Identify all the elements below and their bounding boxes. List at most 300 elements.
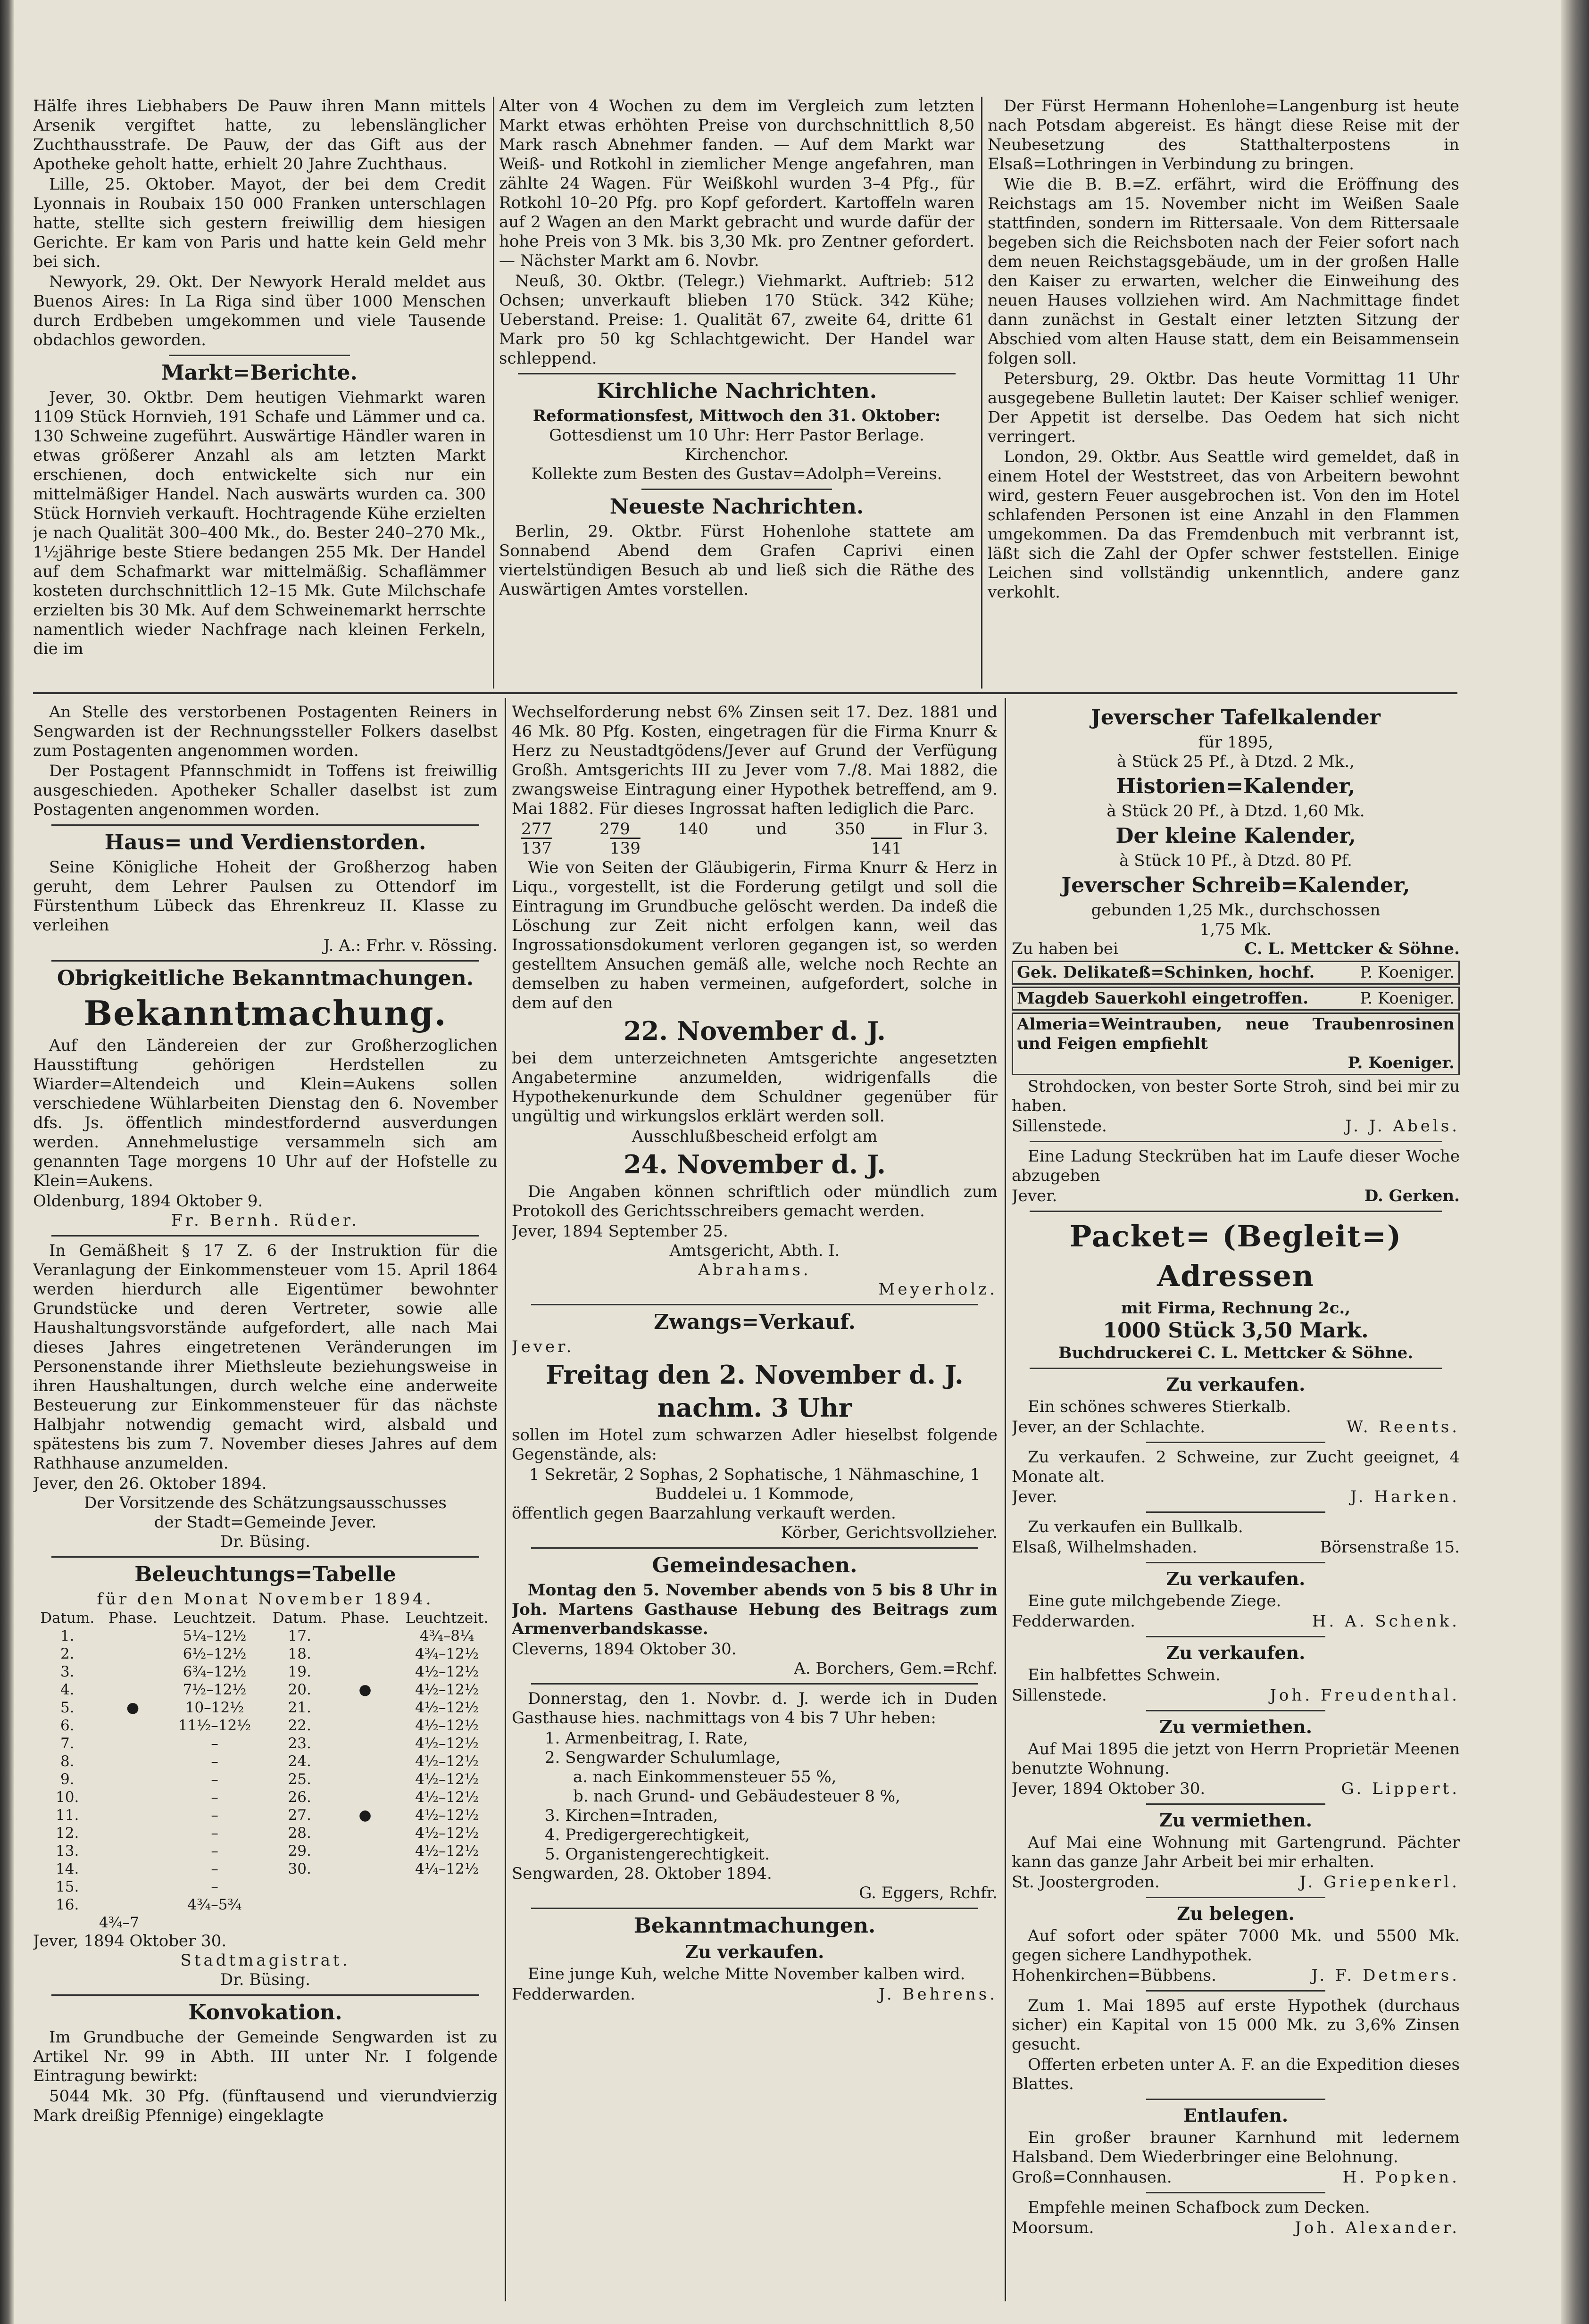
table-cell: ● bbox=[358, 1681, 372, 1698]
table-cell: 24. bbox=[288, 1753, 311, 1770]
list-item: b. nach Grund- und Gebäudesteuer 8 %, bbox=[573, 1787, 900, 1806]
table-cell: 23. bbox=[288, 1735, 311, 1752]
date-heading: 22. November d. J. bbox=[624, 1016, 886, 1046]
parcel-subnumber: 137 bbox=[521, 839, 552, 858]
section-heading: Obrigkeitliche Bekanntmachungen. bbox=[57, 966, 474, 990]
notice-line: für 1895, bbox=[1198, 733, 1273, 752]
notice-bekanntmachung: Auf den Ländereien der zur Großherzoglichen Hausstiftung gehörigen Herdstellen zu Wiarder=Altendeich und Klein=Aukens sollen verschiedene Wühlarbeiten Dienstag den 6. November dfs. Js. öffentlich mindestfordernd ausverdungen werden. Annehmelustige versammeln sich am genannten Tage morgens 10 Uhr auf der Hofstelle zu Klein=Aukens. bbox=[33, 1036, 498, 1190]
table-cell bbox=[334, 1645, 396, 1663]
table-cell: 7. bbox=[60, 1735, 75, 1752]
table-cell: – bbox=[211, 1807, 218, 1824]
parcel-subnumbers bbox=[512, 839, 998, 858]
signature: J. J. Abels. bbox=[1345, 1117, 1460, 1136]
table-cell bbox=[334, 1878, 396, 1896]
notice-date: Oldenburg, 1894 Oktober 9. bbox=[33, 1192, 263, 1211]
table-row bbox=[33, 1699, 498, 1717]
table-header-cell: Datum. bbox=[40, 1610, 95, 1627]
notice-date: Cleverns, 1894 Oktober 30. bbox=[512, 1640, 737, 1659]
list-item: 2. Sengwarder Schulumlage, bbox=[545, 1748, 781, 1767]
parcel-numbers bbox=[512, 820, 998, 839]
signature: Joh. Alexander. bbox=[1295, 2218, 1460, 2237]
separator bbox=[1146, 2192, 1325, 2193]
table-cell bbox=[101, 1752, 164, 1770]
bekanntmachung-heading: Bekanntmachung. bbox=[83, 993, 447, 1033]
signature: Meyerholz. bbox=[878, 1280, 998, 1299]
lower-column-3 bbox=[1012, 703, 1460, 2306]
table-cell: 4½–12½ bbox=[415, 1735, 479, 1752]
column-rule bbox=[981, 97, 982, 689]
table-row bbox=[33, 1770, 498, 1788]
notice-line: öffentlich gegen Baarzahlung verkauft werden. bbox=[512, 1504, 896, 1523]
notice-date: Sengwarden, 28. Oktober 1894. bbox=[512, 1864, 772, 1883]
separator bbox=[1146, 1442, 1325, 1443]
table-cell: 4½–12½ bbox=[415, 1717, 479, 1734]
table-cell: – bbox=[211, 1753, 218, 1770]
signature: W. Reents. bbox=[1346, 1418, 1460, 1436]
table-row bbox=[33, 1735, 498, 1752]
table-cell: 20. bbox=[288, 1681, 311, 1698]
table-cell bbox=[334, 1896, 396, 1914]
table-cell: 4½–12½ bbox=[415, 1681, 479, 1698]
table-header-cell: Phase. bbox=[341, 1610, 390, 1627]
table-subtitle: für den Monat November 1894. bbox=[97, 1590, 434, 1609]
separator bbox=[51, 1235, 479, 1237]
table-header-cell: Datum. bbox=[272, 1610, 327, 1627]
table-cell: 22. bbox=[288, 1717, 311, 1734]
article-markt: Jever, 30. Oktbr. Dem heutigen Viehmarkt waren 1109 Stück Hornvieh, 191 Schafe und Lämmer und ca. 130 Schweine zugeführt. Auswärtige Händler waren in etwas größerer Anzahl als am letzten Markt erschienen, doch entwickelte sich nur ein mittelmäßiger Handel. Nach auswärts wurden ca. 300 Stück Hornvieh verkauft. Hochtragende Kühe erzielten je nach Qualität 300–400 Mk., do. Bester 240–270 Mk., 1½jährige beste Stiere bedangen 255 Mk. Der Handel auf dem Schafmarkt war mittelmäßig. Schaflämmer kosteten durchschnittlich 12–15 Mk. Gute Milchschafe erzielten bis 30 Mk. Auf dem Schweinemarkt herrschte namentlich wieder Nachfrage nach kleinen Ferkeln, die im bbox=[33, 388, 486, 658]
table-cell: 4¾–12½ bbox=[415, 1645, 479, 1662]
lower-column-2 bbox=[512, 703, 998, 2306]
table-cell bbox=[101, 1806, 164, 1824]
signature: D. Gerken. bbox=[1364, 1187, 1460, 1205]
separator bbox=[1146, 1636, 1325, 1637]
parcel-number: 350 bbox=[834, 820, 865, 838]
table-row bbox=[33, 1806, 498, 1824]
table-cell: 4½–12½ bbox=[415, 1771, 479, 1788]
upper-column-3 bbox=[988, 97, 1459, 689]
signature: Körber, Gerichtsvollzieher. bbox=[781, 1523, 998, 1542]
table-cell bbox=[101, 1878, 164, 1896]
table-cell: – bbox=[211, 1860, 218, 1877]
article-lille: Lille, 25. Oktober. Mayot, der bei dem Credit Lyonnais in Roubaix 150 000 Franken unterschlagen hatte, stellte sich gestern freiwillig dem hiesigen Gerichte. Er kam von Paris und hatte kein Geld mehr bei sich. bbox=[33, 175, 486, 271]
notice-place: Moorsum. bbox=[1012, 2218, 1094, 2237]
signature: J. Behrens. bbox=[878, 1985, 998, 2004]
table-cell bbox=[101, 1824, 164, 1842]
advert-text: Eine gute milchgebende Ziege. bbox=[1028, 1592, 1281, 1610]
table-cell: 4½–12½ bbox=[415, 1699, 479, 1716]
calendar-heading: Historien=Kalender, bbox=[1116, 774, 1356, 798]
table-cell bbox=[101, 1663, 164, 1681]
table-cell bbox=[334, 1752, 396, 1770]
table-cell bbox=[265, 1878, 333, 1896]
separator bbox=[1146, 1990, 1325, 1992]
signature: Dr. Büsing. bbox=[220, 1532, 311, 1551]
table-cell: 10–12½ bbox=[185, 1699, 244, 1716]
separator bbox=[51, 960, 479, 962]
notice-post: An Stelle des verstorbenen Postagenten Reiners in Sengwarden ist der Rechnungssteller Folkers daselbst zum Postagenten angenommen worden. bbox=[33, 703, 498, 760]
table-cell bbox=[334, 1788, 396, 1806]
advert-text: Magdeb Sauerkohl eingetroffen. bbox=[1017, 989, 1309, 1008]
signature: Fr. Bernh. Rüder. bbox=[171, 1211, 360, 1230]
table-row bbox=[33, 1645, 498, 1663]
notice-place: Fedderwarden. bbox=[512, 1985, 635, 2004]
article-london: London, 29. Oktbr. Aus Seattle wird gemeldet, daß in einem Hotel der Weststreet, das von Arbeitern bewohnt wird, gestern Feuer ausgebrochen ist. Von den im Hotel schlafenden Personen ist eine Anzahl in den Flammen umgekommen. Da das Fremdenbuch mit verbrannt ist, läßt sich die Zahl der Opfer schwer feststellen. Einige Leichen sind vollständig unkenntlich, andere ganz verkohlt. bbox=[988, 448, 1459, 602]
article-paragraph: Alter von 4 Wochen zu dem im Vergleich zum letzten Markt etwas erhöhten Preise von durchschnittlich 8,50 Mark rasch Abnehmer fanden. — Auf dem Markt war Weiß- und Rotkohl in ziemlicher Menge angefahren, man zählte 24 Wagen. Für Weißkohl wurden 3–4 Pfg., für Rotkohl 10–20 Pfg. pro Kopf gefordert. Kartoffeln waren auf 2 Wagen an den Markt gebracht und wurde dafür der hohe Preis von 3 Mk. bis 3,30 Mk. pro Zentner gefordert. — Nächster Markt am 6. Novbr. bbox=[499, 97, 974, 270]
page-edge bbox=[1561, 0, 1589, 2324]
advert-text: Auf sofort oder später 7000 Mk. und 5500 Mk. gegen sichere Landhypothek. bbox=[1012, 1926, 1460, 1965]
separator bbox=[531, 1683, 978, 1685]
sub-heading: Zu verkaufen. bbox=[1166, 1374, 1306, 1395]
advert-text: Almeria=Weintrauben, neue Traubenrosinen und Feigen empfiehlt bbox=[1017, 1015, 1455, 1053]
table-cell: 6. bbox=[60, 1717, 75, 1734]
table-cell: 16. bbox=[56, 1896, 79, 1913]
table-row bbox=[33, 1681, 498, 1699]
table-row bbox=[33, 1788, 498, 1806]
table-cell bbox=[101, 1681, 164, 1699]
notice-place: Groß=Connhausen. bbox=[1012, 2168, 1172, 2187]
separator bbox=[1146, 2099, 1325, 2100]
advert-text: Zu verkaufen ein Bullkalb. bbox=[1028, 1518, 1243, 1536]
advert-text: Empfehle meinen Schafbock zum Decken. bbox=[1028, 2198, 1370, 2217]
notice-line: Kollekte zum Besten des Gustav=Adolph=Vereins. bbox=[531, 465, 942, 483]
article-berlin: Berlin, 29. Oktbr. Fürst Hohenlohe stattete am Sonnabend Abend dem Grafen Caprivi einen viertelstündigen Besuch ab und ließ sich die Räthe des Auswärtigen Amtes vorstellen. bbox=[499, 522, 974, 599]
notice-place: Elsaß, Wilhelmshaden. bbox=[1012, 1538, 1198, 1557]
table-cell bbox=[334, 1663, 396, 1681]
separator bbox=[531, 1908, 978, 1909]
separator bbox=[1146, 1897, 1325, 1898]
notice-place: Sillenstede. bbox=[1012, 1117, 1107, 1136]
table-cell: 19. bbox=[288, 1663, 311, 1680]
signature: Joh. Freudenthal. bbox=[1270, 1686, 1460, 1705]
table-cell bbox=[334, 1842, 396, 1860]
signature: J. Griepenkerl. bbox=[1299, 1873, 1460, 1892]
separator bbox=[1146, 1803, 1325, 1805]
table-cell: 6¾–12½ bbox=[183, 1663, 247, 1680]
sub-heading: Zu verkaufen. bbox=[1166, 1568, 1306, 1589]
signature: G. Lippert. bbox=[1341, 1779, 1460, 1798]
parcel-subnumber: 139 bbox=[609, 839, 641, 858]
signature: H. A. Schenk. bbox=[1312, 1612, 1460, 1631]
notice-line: à Stück 25 Pf., à Dtzd. 2 Mk., bbox=[1117, 752, 1355, 771]
table-cell: 11½–12½ bbox=[178, 1717, 251, 1734]
date-heading: Freitag den 2. November d. J. bbox=[546, 1360, 964, 1390]
table-cell: ● bbox=[126, 1699, 140, 1716]
notice-steuer: In Gemäßheit § 17 Z. 6 der Instruktion für die Veranlagung der Einkommensteuer vom 15. April 1864 werden hierdurch alle Eigentümer bewohnter Grundstücke und deren Vertreter, sowie alle Haushaltungsvorstände aufgefordert, alle nach Mai dieses Jahres eingetretenen Veränderungen im Personenstande ihrer Miethsleute beziehungsweise in ihren Haushaltungen, durch welche eine anderweite Besteuerung zur Einkommensteuer für das nächste Halbjahr notwendig gemacht wird, alsbald und spätestens bis zum 7. November dieses Jahres auf dem Rathhause anzumelden. bbox=[33, 1241, 498, 1473]
sub-heading: Zu belegen. bbox=[1177, 1903, 1295, 1924]
notice-place: St. Joostergroden. bbox=[1012, 1873, 1160, 1892]
notice-donnerstag: Donnerstag, den 1. Novbr. d. J. werde ich in Duden Gasthause hies. nachmittags von 4 bis 7 Uhr heben: bbox=[512, 1689, 998, 1727]
notice-kuh: Eine junge Kuh, welche Mitte November kalben wird. bbox=[528, 1965, 965, 1984]
signature: J. Harken. bbox=[1350, 1487, 1460, 1506]
separator bbox=[169, 355, 350, 356]
separator bbox=[1030, 1368, 1442, 1369]
table-cell: 29. bbox=[288, 1843, 311, 1859]
table-cell: 25. bbox=[288, 1771, 311, 1788]
parcel-subnumber bbox=[960, 839, 988, 858]
table-cell bbox=[334, 1627, 396, 1645]
table-cell: 13. bbox=[56, 1843, 79, 1859]
table-cell: 5. bbox=[60, 1699, 75, 1716]
notice-date: Jever, 1894 Oktober 30. bbox=[33, 1932, 227, 1950]
advert-box bbox=[1012, 987, 1460, 1011]
separator bbox=[1146, 1710, 1325, 1711]
separator bbox=[531, 1547, 978, 1549]
separator bbox=[518, 373, 955, 374]
notice-place: Jever. bbox=[1012, 1487, 1057, 1506]
table-cell bbox=[101, 1896, 164, 1914]
sub-heading: Entlaufen. bbox=[1183, 2105, 1289, 2126]
table-header-cell: Leuchtzeit. bbox=[173, 1610, 256, 1627]
list-item: 4. Predigergerechtigkeit, bbox=[545, 1826, 750, 1844]
table-cell: 1. bbox=[60, 1627, 75, 1644]
separator bbox=[1146, 1562, 1325, 1563]
notice-date: Jever, den 26. Oktober 1894. bbox=[33, 1474, 267, 1493]
signature: A. Borchers, Gem.=Rchf. bbox=[794, 1659, 998, 1678]
notice-zwang: sollen im Hotel zum schwarzen Adler hieselbst folgende Gegenstände, als: bbox=[512, 1426, 998, 1464]
parcel-number: und bbox=[756, 820, 787, 838]
table-cell: 4½–12½ bbox=[415, 1825, 479, 1842]
advert-box bbox=[1012, 961, 1460, 985]
table-extra-row: 4¾–7 bbox=[99, 1914, 139, 1931]
table-row bbox=[33, 1663, 498, 1681]
signature: Stadtmagistrat. bbox=[180, 1951, 350, 1970]
advert-steck: Eine Ladung Steckrüben hat im Laufe dieser Woche abzugeben bbox=[1012, 1147, 1460, 1185]
article-paragraph: Hälfe ihres Liebhabers De Pauw ihren Mann mittels Arsenik vergiftet hatte, zu lebenslänglicher Zuchthausstrafe. De Pauw, der das Gift aus der Apotheke geholt hatte, erhielt 20 Jahre Zuchthaus. bbox=[33, 97, 486, 174]
signature: G. Eggers, Rchfr. bbox=[859, 1884, 998, 1902]
table-cell: 3. bbox=[60, 1663, 75, 1680]
signature: Abrahams. bbox=[698, 1261, 811, 1279]
advert-text: Zu verkaufen. 2 Schweine, zur Zucht geeignet, 4 Monate alt. bbox=[1012, 1448, 1460, 1486]
notice-place: Jever, an der Schlachte. bbox=[1012, 1418, 1206, 1436]
separator bbox=[1146, 1511, 1325, 1513]
signature: P. Koeniger. bbox=[1360, 989, 1455, 1008]
table-cell: 21. bbox=[288, 1699, 311, 1716]
signature: Börsenstraße 15. bbox=[1320, 1538, 1460, 1557]
table-row bbox=[33, 1752, 498, 1770]
advert-text: Ein schönes schweres Stierkalb. bbox=[1028, 1397, 1291, 1416]
section-heading: Bekanntmachungen. bbox=[633, 1914, 876, 1938]
separator bbox=[641, 489, 832, 490]
list-item: a. nach Einkommensteuer 55 %, bbox=[573, 1768, 837, 1786]
advert-text: Auf Mai 1895 die jetzt von Herrn Proprietär Meenen benutzte Wohnung. bbox=[1012, 1740, 1460, 1778]
advert-text: Offerten erbeten unter A. F. an die Expedition dieses Blattes. bbox=[1012, 2055, 1460, 2093]
table-cell bbox=[396, 1878, 498, 1896]
table-row bbox=[33, 1842, 498, 1860]
section-heading: Konvokation. bbox=[188, 2000, 342, 2025]
signature: Amtsgericht, Abth. I. bbox=[669, 1241, 840, 1260]
table-cell: 18. bbox=[288, 1645, 311, 1662]
table-cell bbox=[101, 1788, 164, 1806]
notice-line: à Stück 10 Pf., à Dtzd. 80 Pf. bbox=[1119, 851, 1352, 870]
signature: Der Vorsitzende des Schätzungsausschusses bbox=[84, 1494, 447, 1512]
parcel-subnumber bbox=[785, 839, 813, 858]
signature: P. Koeniger. bbox=[1348, 1054, 1455, 1072]
table-cell: – bbox=[211, 1825, 218, 1842]
table-cell bbox=[101, 1735, 164, 1752]
list-item: 1. Armenbeitrag, I. Rate, bbox=[545, 1729, 748, 1748]
calendar-heading: Der kleine Kalender, bbox=[1115, 824, 1356, 848]
table-cell bbox=[101, 1860, 164, 1878]
table-cell: 17. bbox=[288, 1627, 311, 1644]
notice-items: 1 Sekretär, 2 Sophas, 2 Sophatische, 1 Nähmaschine, 1 Buddelei u. 1 Kommode, bbox=[529, 1465, 981, 1503]
separator bbox=[51, 1556, 479, 1558]
notice-place: Jever, 1894 Oktober 30. bbox=[1012, 1779, 1206, 1798]
section-heading: Haus= und Verdienstorden. bbox=[104, 830, 426, 855]
table-row bbox=[33, 1717, 498, 1735]
notice-post-2: Der Postagent Pfannschmidt in Toffens ist freiwillig ausgeschieden. Apotheker Schaller daselbst ist zum Postagenten angenommen worden. bbox=[33, 762, 498, 819]
table-cell: – bbox=[211, 1843, 218, 1859]
notice-wechsel-3: bei dem unterzeichneten Amtsgerichte angesetzten Angabetermine anzumelden, widrigenfalls die Hypothekenurkunde dem Schuldner gegenüber für ungültig und wirkungslos erklärt werden soll. bbox=[512, 1049, 998, 1126]
sub-heading: Zu verkaufen. bbox=[685, 1941, 824, 1962]
hebung-list bbox=[512, 1729, 998, 1864]
table-cell: – bbox=[211, 1735, 218, 1752]
table-cell bbox=[396, 1896, 498, 1914]
calendar-heading: Jeverscher Schreib=Kalender, bbox=[1061, 873, 1410, 897]
notice-konvokation-2: 5044 Mk. 30 Pfg. (fünftausend und vierundvierzig Mark dreißig Pfennige) eingeklagte bbox=[33, 2087, 498, 2125]
table-cell bbox=[334, 1860, 396, 1878]
advert-stroh: Strohdocken, von bester Sorte Stroh, sind bei mir zu haben. bbox=[1012, 1077, 1460, 1115]
signature: der Stadt=Gemeinde Jever. bbox=[154, 1513, 377, 1532]
advert-text: Gek. Delikateß=Schinken, hochf. bbox=[1017, 963, 1315, 982]
calendar-heading: Jeverscher Tafelkalender bbox=[1091, 706, 1381, 730]
table-cell: – bbox=[211, 1771, 218, 1788]
signature: J. A.: Frhr. v. Rössing. bbox=[323, 936, 498, 955]
separator bbox=[1030, 1141, 1442, 1142]
signature: Dr. Büsing. bbox=[220, 1970, 311, 1989]
parcel-number: 277 bbox=[521, 820, 552, 838]
sub-heading: Zu vermiethen. bbox=[1159, 1809, 1312, 1831]
section-divider bbox=[33, 692, 1457, 694]
notice-line: à Stück 20 Pf., à Dtzd. 1,60 Mk. bbox=[1106, 802, 1365, 821]
column-rule bbox=[1005, 698, 1006, 2301]
notice-place: Fedderwarden. bbox=[1012, 1612, 1135, 1631]
table-header-cell: Phase. bbox=[108, 1610, 158, 1627]
table-cell: ● bbox=[358, 1807, 372, 1824]
table-cell bbox=[101, 1770, 164, 1788]
table-cell bbox=[334, 1770, 396, 1788]
separator bbox=[1030, 1211, 1442, 1212]
table-cell: – bbox=[211, 1878, 218, 1895]
binding-gutter bbox=[0, 0, 14, 2324]
signature: Buchdruckerei C. L. Mettcker & Söhne. bbox=[1058, 1344, 1414, 1362]
table-header-cell: Leuchtzeit. bbox=[405, 1610, 489, 1627]
notice-wechsel: Wechselforderung nebst 6% Zinsen seit 17. Dez. 1881 und 46 Mk. 80 Pfg. Kosten, eingetragen für die Firma Knurr & Herz zu Neustadtgödens/Jever auf Grund der Verfügung Großh. Amtsgerichts III zu Jever vom 7./8. Mai 1882, die zwangsweise Eintragung einer Hypothek betreffend, am 9. Mai 1882. Für dieses Ingrossat haften lediglich die Parc. bbox=[512, 703, 998, 818]
notice-konvokation: Im Grundbuche der Gemeinde Sengwarden ist zu Artikel Nr. 99 in Abth. III unter Nr. I folgende Eintragung bewirkt: bbox=[33, 2028, 498, 2085]
table-cell bbox=[101, 1717, 164, 1735]
notice-line: gebunden 1,25 Mk., durchschossen bbox=[1091, 901, 1381, 920]
table-cell: 4½–12½ bbox=[415, 1663, 479, 1680]
section-heading: Beleuchtungs=Tabelle bbox=[134, 1562, 396, 1586]
table-row bbox=[33, 1824, 498, 1842]
time-heading: nachm. 3 Uhr bbox=[657, 1393, 852, 1423]
notice-line: Gottesdienst um 10 Uhr: Herr Pastor Berlage. bbox=[549, 426, 924, 445]
table-cell: 10. bbox=[56, 1789, 79, 1806]
notice-place: Jever. bbox=[512, 1337, 574, 1356]
table-cell: 4½–12½ bbox=[415, 1753, 479, 1770]
table-cell: 12. bbox=[56, 1825, 79, 1842]
notice-place: Hohenkirchen=Bübbens. bbox=[1012, 1966, 1216, 1985]
separator bbox=[531, 1304, 978, 1305]
section-heading: Zwangs=Verkauf. bbox=[654, 1310, 856, 1334]
table-cell: 6½–12½ bbox=[183, 1645, 247, 1662]
sub-heading: Zu verkaufen. bbox=[1166, 1642, 1306, 1663]
table-cell: 4½–12½ bbox=[415, 1843, 479, 1859]
article-newyork: Newyork, 29. Okt. Der Newyork Herald meldet aus Buenos Aires: In La Riga sind über 1000 Menschen durch Erdbeben umgekommen und viele Tausende obdachlos geworden. bbox=[33, 273, 486, 349]
section-heading: Gemeindesachen. bbox=[652, 1553, 857, 1577]
notice-line: Kirchenchor. bbox=[684, 445, 789, 464]
separator bbox=[51, 824, 479, 826]
table-cell: 14. bbox=[56, 1860, 79, 1877]
advert-box bbox=[1012, 1013, 1460, 1075]
table-cell bbox=[334, 1735, 396, 1752]
table-cell: 2. bbox=[60, 1645, 75, 1662]
signature: H. Popken. bbox=[1342, 2168, 1460, 2187]
table-cell: 8. bbox=[60, 1753, 75, 1770]
table-cell bbox=[334, 1824, 396, 1842]
table-row bbox=[33, 1896, 498, 1914]
article-hohenlohe: Der Fürst Hermann Hohenlohe=Langenburg ist heute nach Potsdam abgereist. Es hängt diese Reise mit der Neubesetzung des Statthalterpostens in Elsaß=Lothringen in Verbindung zu bringen. bbox=[988, 97, 1459, 174]
notice-line: Reformationsfest, Mittwoch den 31. Oktober: bbox=[532, 407, 941, 425]
column-rule bbox=[505, 698, 506, 2301]
section-heading: Markt=Berichte. bbox=[161, 361, 358, 385]
upper-column-1 bbox=[33, 97, 486, 689]
table-cell: 4½–12½ bbox=[415, 1807, 479, 1824]
advert-text: Ein großer brauner Karnhund mit ledernem Halsband. Dem Wiederbringer eine Belohnung. bbox=[1012, 2128, 1460, 2166]
parcel-number: 279 bbox=[599, 820, 630, 838]
upper-column-2 bbox=[499, 97, 974, 689]
parcel-number: in Flur 3. bbox=[913, 820, 988, 838]
table-cell bbox=[334, 1699, 396, 1717]
table-cell bbox=[101, 1627, 164, 1645]
notice-place: Sillenstede. bbox=[1012, 1686, 1107, 1705]
list-item: 5. Organistengerechtigkeit. bbox=[545, 1845, 770, 1864]
notice-date: Jever, 1894 September 25. bbox=[512, 1222, 728, 1241]
table-cell bbox=[334, 1717, 396, 1735]
advert-text: Zum 1. Mai 1895 auf erste Hypothek (durchaus sicher) ein Kapital von 15 000 Mk. zu 3,6% Zinsen gesucht. bbox=[1012, 1996, 1460, 2054]
date-heading: 24. November d. J. bbox=[624, 1149, 886, 1179]
notice-wechsel-2: Wie von Seiten der Gläubigerin, Firma Knurr & Herz in Liqu., vorgestellt, ist die Forderung getilgt und soll die Eintragung im Grundbuche gelöscht werden. Da indeß die Löschung zur Zeit nicht erfolgen kann, weil das Ingrossationsdokument verloren gegangen ist, so werden gestelltem Ansuchen gemäß alle, welche noch Rechte an demselben zu haben vermeinen, aufgefordert, solche in dem auf den bbox=[512, 858, 998, 1013]
section-heading: Neueste Nachrichten. bbox=[609, 495, 864, 519]
section-heading: Kirchliche Nachrichten. bbox=[596, 379, 877, 403]
list-item: 3. Kirchen=Intraden, bbox=[545, 1806, 718, 1825]
notice-gemeinde: Montag den 5. November abends von 5 bis 8 Uhr in Joh. Martens Gasthause Hebung des Beitrags zum Armenverbandskasse. bbox=[512, 1581, 998, 1638]
table-row bbox=[33, 1878, 498, 1896]
notice-line: Ausschlußbescheid erfolgt am bbox=[632, 1127, 878, 1146]
table-cell: 4¼–12½ bbox=[415, 1860, 479, 1877]
lower-column-1 bbox=[33, 703, 498, 2306]
table-cell: 4¾–5¾ bbox=[187, 1896, 242, 1913]
article-petersburg: Petersburg, 29. Oktbr. Das heute Vormittag 11 Uhr ausgegebene Bulletin lautet: Der Kaiser schlief weniger. Der Appetit ist derselbe. Das Oedem hat sich nicht verringert. bbox=[988, 369, 1459, 446]
table-cell bbox=[265, 1896, 333, 1914]
column-rule bbox=[493, 97, 494, 689]
notice-line: 1,75 Mk. bbox=[1199, 920, 1272, 939]
parcel-subnumber: 141 bbox=[871, 839, 902, 858]
signature: J. F. Detmers. bbox=[1311, 1966, 1460, 1985]
article-reichstag: Wie die B. B.=Z. erfährt, wird die Eröffnung des Reichstags am 15. November nicht im Weißen Saale stattfinden, sondern im Rittersaale. Von dem Rittersaale begeben sich die Reichsboten nach der Feier sofort nach dem neuen Reichstagsgebäude, um in der großen Halle den Kaiser zu erwarten, welcher die Einweihung des neuen Hauses vollziehen wird. Am Nachmittage findet dann zunächst in Gestalt einer letzten Sitzung der Abschied vom alten Hause statt, dem ein Beisammensein folgen soll. bbox=[988, 175, 1459, 368]
notice-line: mit Firma, Rechnung 2c., bbox=[1121, 1299, 1351, 1318]
table-cell: 26. bbox=[288, 1789, 311, 1806]
packet-heading: Packet= (Begleit=) Adressen bbox=[1069, 1219, 1402, 1293]
table-cell: 28. bbox=[288, 1825, 311, 1842]
table-cell: – bbox=[211, 1789, 218, 1806]
table-row bbox=[33, 1627, 498, 1645]
advert-text: Auf Mai eine Wohnung mit Gartengrund. Pächter kann das ganze Jahr Arbeit bei mir erhalten. bbox=[1012, 1833, 1460, 1871]
signature: C. L. Mettcker & Söhne. bbox=[1244, 939, 1460, 958]
signature: P. Koeniger. bbox=[1360, 963, 1455, 982]
article-neuss: Neuß, 30. Oktbr. (Telegr.) Viehmarkt. Auftrieb: 512 Ochsen; unverkauft blieben 170 Stück. 342 Kühe; Ueberstand. Preise: 1. Qualität 67, zweite 64, dritte 61 Mark pro 50 kg Schlachtgewicht. Der Handel war schleppend. bbox=[499, 272, 974, 368]
table-cell: 11. bbox=[56, 1807, 79, 1824]
notice-line: Zu haben bei bbox=[1012, 939, 1118, 958]
